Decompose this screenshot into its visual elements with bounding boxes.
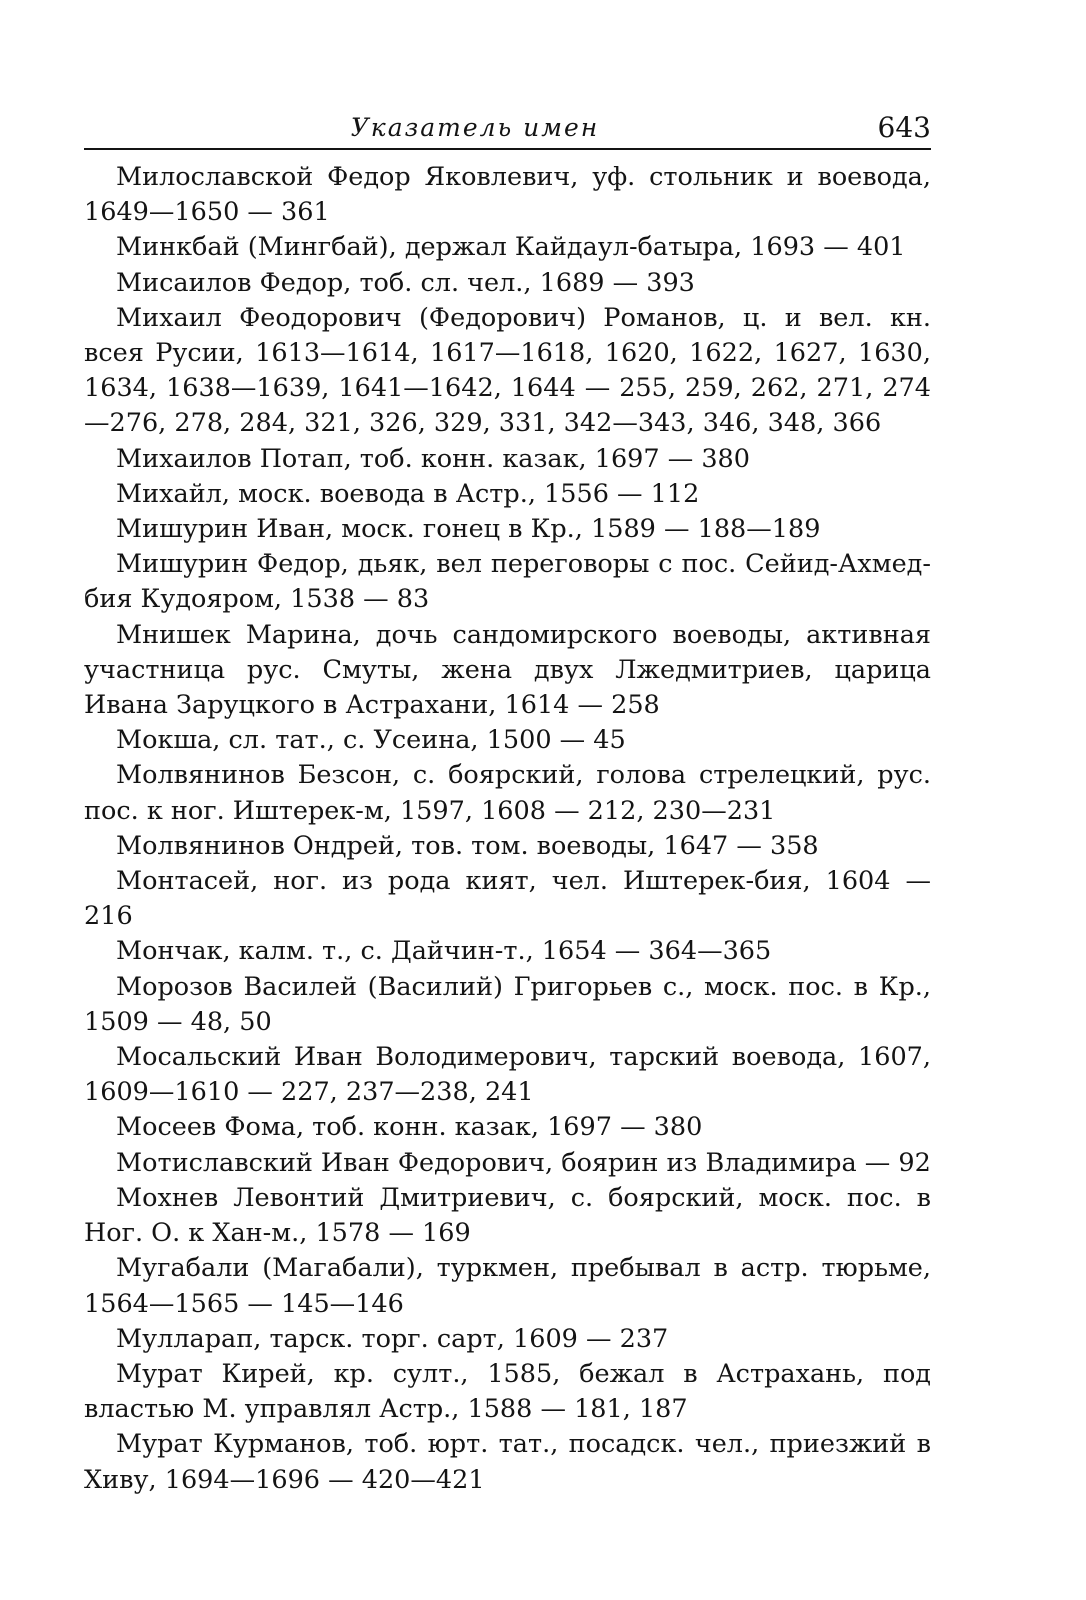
page-header bbox=[84, 107, 931, 147]
index-entry: Мосальский Иван Володимерович, тарский воевода, 1607, 1609—1610 — 227, 237—238, 241 bbox=[84, 1042, 931, 1108]
index-entry: Мохнев Левонтий Дмитриевич, с. боярский, моск. пос. в Ног. О. к Хан-м., 1578 — 169 bbox=[84, 1182, 931, 1249]
index-entry: Мишурин Иван, моск. гонец в Кр., 1589 — 188—189 bbox=[116, 514, 821, 545]
page-number: 643 bbox=[877, 111, 931, 144]
index-entry: Морозов Василей (Василий) Григорьев с., моск. пос. в Кр., 1509 — 48, 50 bbox=[84, 971, 931, 1037]
index-entry: Мосеев Фома, тоб. конн. казак, 1697 — 380 bbox=[116, 1112, 703, 1143]
index-entry: Монтасей, ног. из рода кият, чел. Иштерек-бия, 1604 — 216 bbox=[84, 866, 931, 932]
index-entries bbox=[84, 160, 931, 1498]
index-entry: Молвянинов Ондрей, тов. том. воеводы, 1647 — 358 bbox=[116, 830, 819, 861]
index-entry: Милославской Федор Яковлевич, уф. стольник и воевода, 1649—1650 — 361 bbox=[84, 162, 931, 228]
index-entry: Мисаилов Федор, тоб. сл. чел., 1689 — 393 bbox=[116, 267, 695, 298]
index-entry: Михаил Феодорович (Федорович) Романов, ц. и вел. кн. всея Русии, 1613—1614, 1617—1618, 1620, 1622, 1627, 1630, 1634, 1638—1639, 1641—1642, 1644 — 255, 259, 262, 271, 274—276, 278, 284, 321, 326, 329, 331, 342—343, 346, 348, 366 bbox=[84, 302, 931, 439]
index-entry: Михайл, моск. воевода в Астр., 1556 — 112 bbox=[116, 478, 700, 509]
index-entry: Мишурин Федор, дьяк, вел переговоры с пос. Сейид-Ахмед-бия Кудояром, 1538 — 83 bbox=[84, 549, 931, 615]
index-entry: Мокша, сл. тат., с. Усеина, 1500 — 45 bbox=[116, 725, 626, 756]
index-entry: Мурат Курманов, тоб. юрт. тат., посадск. чел., приезжий в Хиву, 1694—1696 — 420—421 bbox=[84, 1429, 931, 1495]
index-entry: Мнишек Марина, дочь сандомирского воеводы, активная участница рус. Смуты, жена двух Лжедмитриев, царица Ивана Заруцкого в Астрахани, 1614 — 258 bbox=[84, 619, 931, 721]
index-entry: Мулларап, тарск. торг. сарт, 1609 — 237 bbox=[116, 1323, 669, 1354]
index-page bbox=[84, 0, 931, 1600]
index-entry: Мотиславский Иван Федорович, боярин из Владимира — 92 bbox=[116, 1147, 931, 1178]
index-entry: Мончак, калм. т., с. Дайчин-т., 1654 — 364—365 bbox=[116, 936, 772, 967]
index-entry: Минкбай (Мингбай), держал Кайдаул-батыра, 1693 — 401 bbox=[116, 232, 906, 263]
header-rule bbox=[84, 148, 931, 150]
index-entry: Михаилов Потап, тоб. конн. казак, 1697 — 380 bbox=[116, 443, 751, 474]
index-entry: Молвянинов Безсон, с. боярский, голова стрелецкий, рус. пос. к ног. Иштерек-м, 1597, 1608 — 212, 230—231 bbox=[84, 760, 931, 826]
index-entry: Мугабали (Магабали), туркмен, пребывал в астр. тюрьме, 1564—1565 — 145—146 bbox=[84, 1253, 931, 1319]
running-title: Указатель имен bbox=[350, 113, 600, 142]
index-entry: Мурат Кирей, кр. султ., 1585, бежал в Астрахань, под властью М. управлял Астр., 1588 — 181, 187 bbox=[84, 1358, 931, 1425]
